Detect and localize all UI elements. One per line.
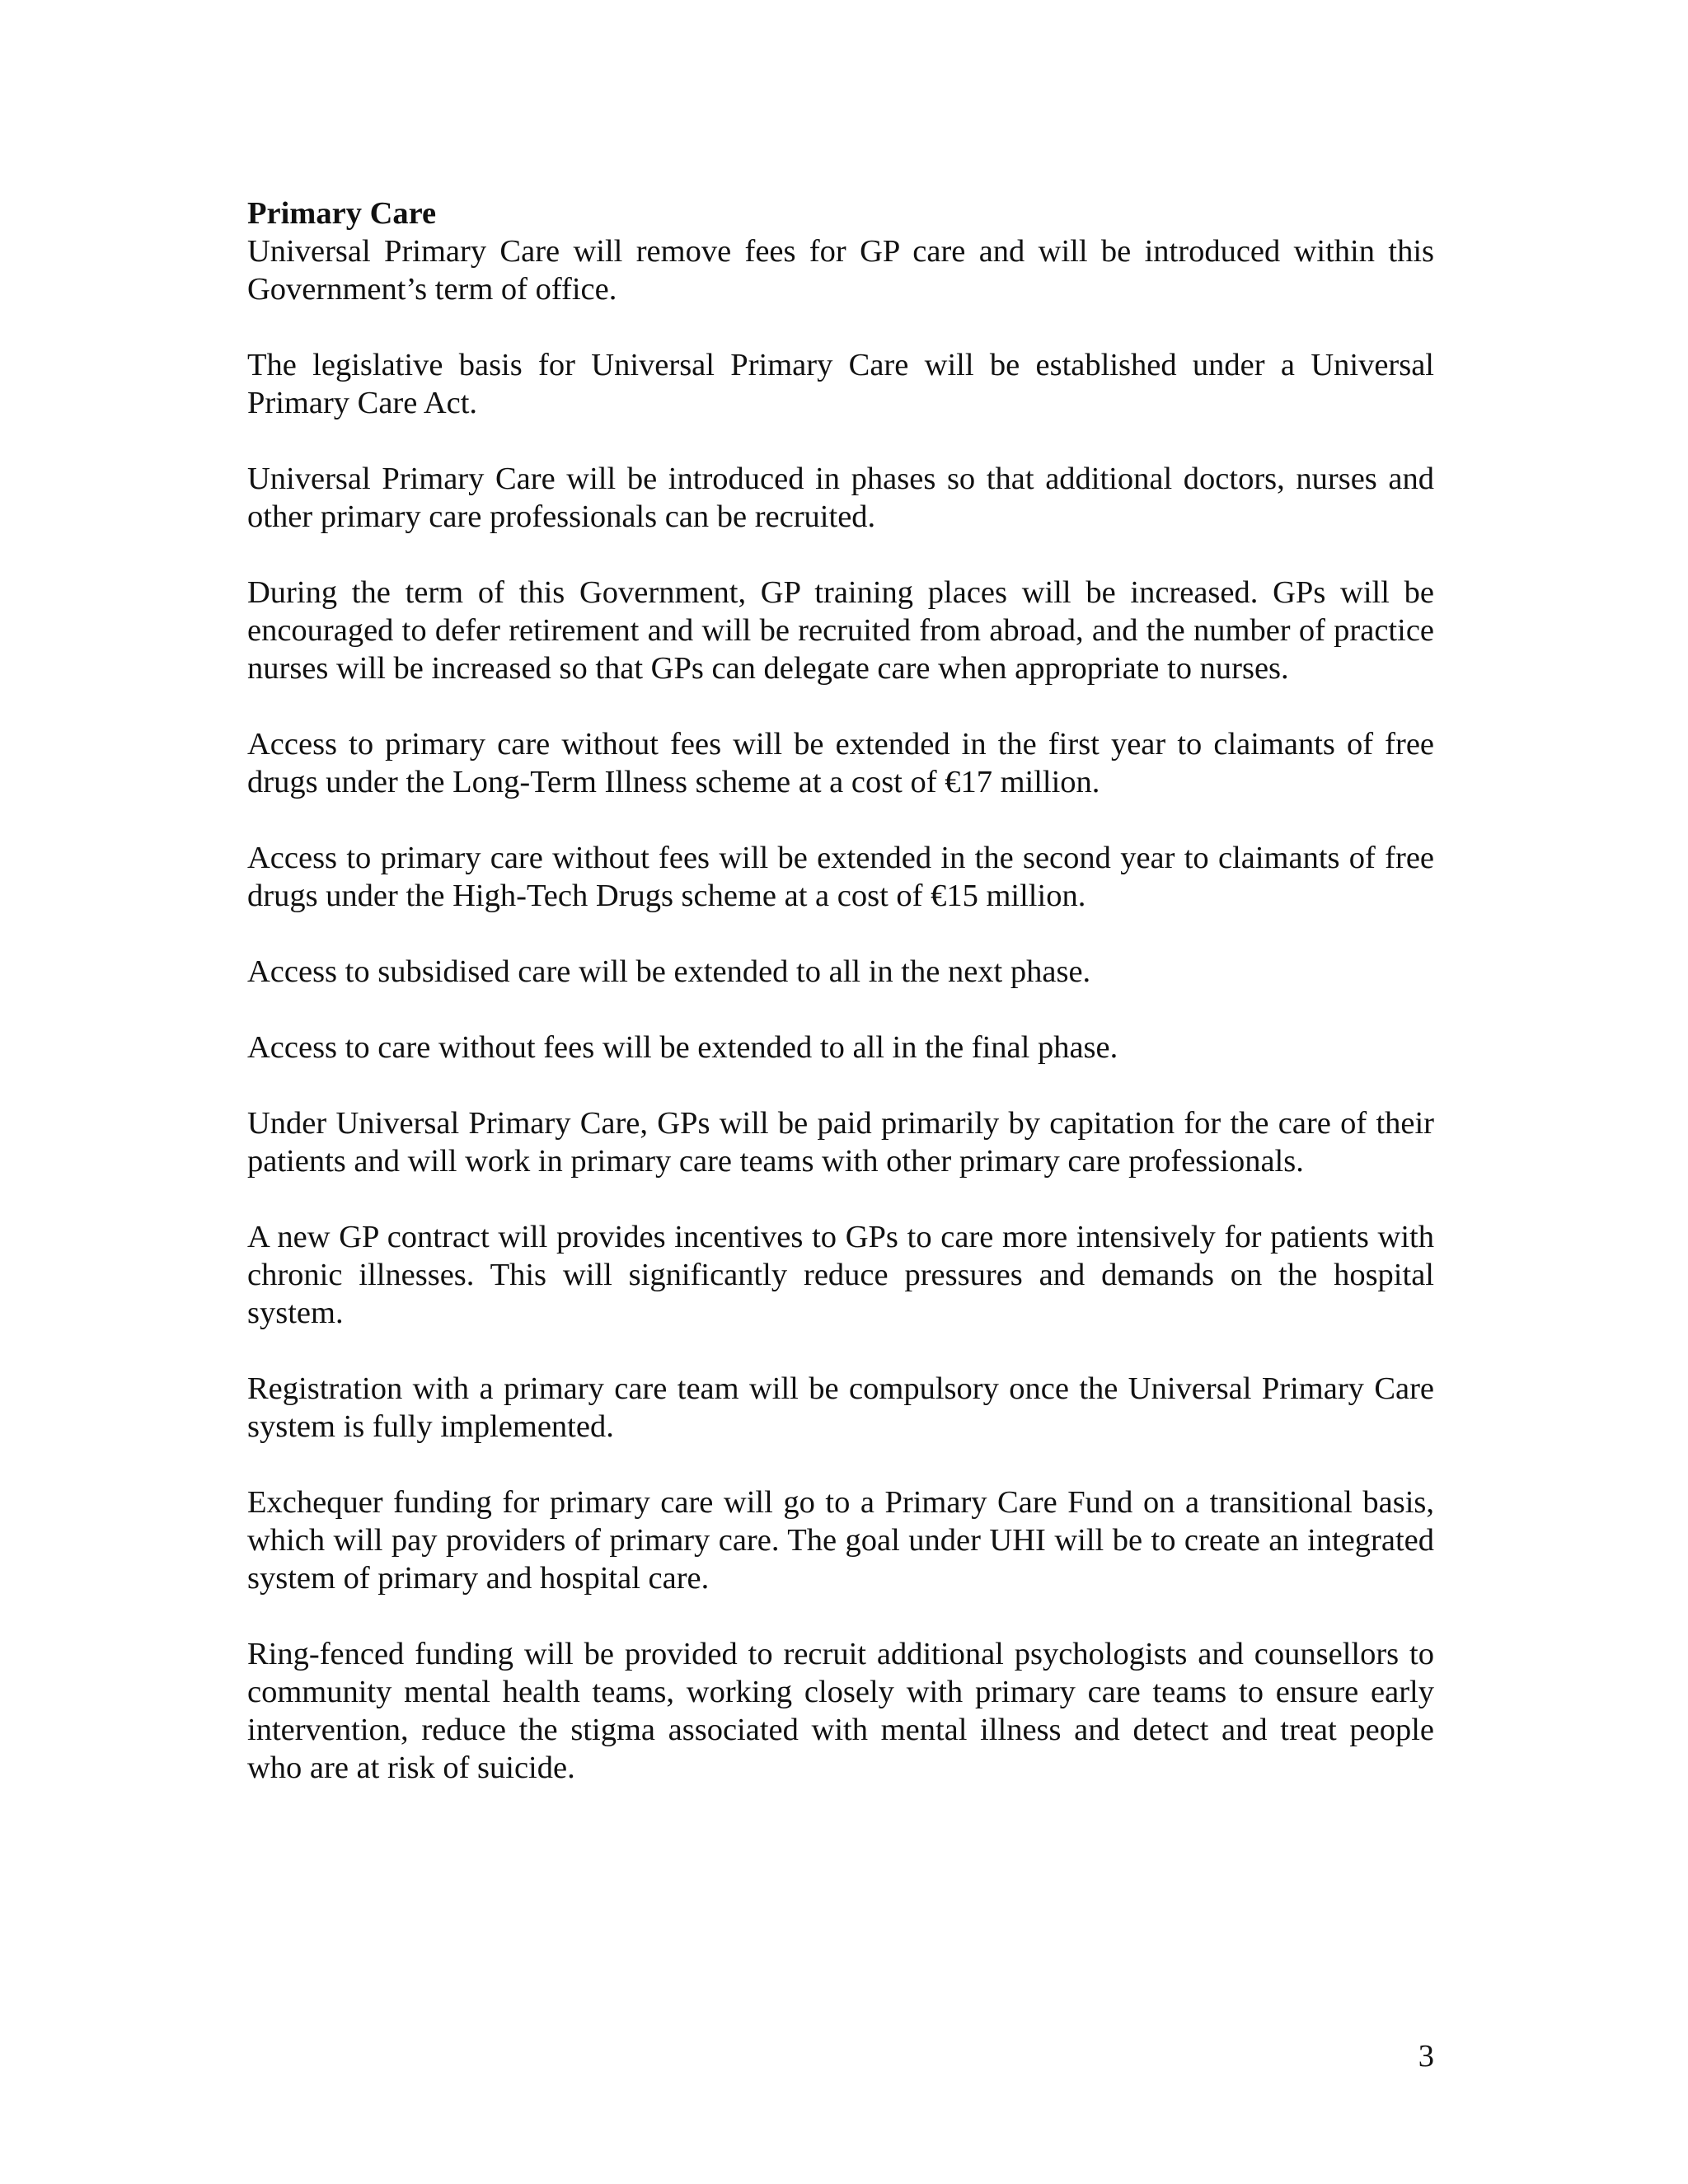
section-heading: Primary Care xyxy=(247,196,437,231)
paragraph-6: Access to primary care without fees will be extended in the second year to claimants of free drugs under the High-Tech Drugs scheme at a cost of €15 million. xyxy=(247,841,1434,913)
page-content xyxy=(247,194,1434,1825)
page-number: 3 xyxy=(1418,2039,1434,2074)
paragraph-10: A new GP contract will provides incentives to GPs to care more intensively for patients with chronic illnesses. This will significantly reduce pressures and demands on the hospital system. xyxy=(247,1220,1434,1330)
paragraph-5: Access to primary care without fees will be extended in the first year to claimants of free drugs under the Long-Term Illness scheme at a cost of €17 million. xyxy=(247,727,1434,799)
paragraph-11: Registration with a primary care team will be compulsory once the Universal Primary Care system is fully implemented. xyxy=(247,1371,1434,1444)
paragraph-8: Access to care without fees will be extended to all in the final phase. xyxy=(247,1030,1118,1065)
paragraph-2: The legislative basis for Universal Primary Care will be established under a Universal Primary Care Act. xyxy=(247,348,1434,420)
paragraph-12: Exchequer funding for primary care will go to a Primary Care Fund on a transitional basis, which will pay providers of primary care. The goal under UHI will be to create an integrated system of primary and hospital care. xyxy=(247,1485,1434,1596)
paragraph-7: Access to subsidised care will be extended to all in the next phase. xyxy=(247,954,1091,989)
paragraph-4: During the term of this Government, GP training places will be increased. GPs will be encouraged to defer retirement and will be recruited from abroad, and the number of practice nurses will be increased so that GPs can delegate care when appropriate to nurses. xyxy=(247,575,1434,686)
paragraph-13: Ring-fenced funding will be provided to recruit additional psychologists and counsellors to community mental health teams, working closely with primary care teams to ensure early intervention, reduce the stigma associated with mental illness and detect and treat people who are at risk of suicide. xyxy=(247,1637,1434,1785)
paragraph-1: Universal Primary Care will remove fees for GP care and will be introduced within this Government’s term of office. xyxy=(247,234,1434,307)
paragraph-3: Universal Primary Care will be introduced in phases so that additional doctors, nurses and other primary care professionals can be recruited. xyxy=(247,462,1434,534)
paragraph-9: Under Universal Primary Care, GPs will be paid primarily by capitation for the care of their patients and will work in primary care teams with other primary care professionals. xyxy=(247,1106,1434,1179)
